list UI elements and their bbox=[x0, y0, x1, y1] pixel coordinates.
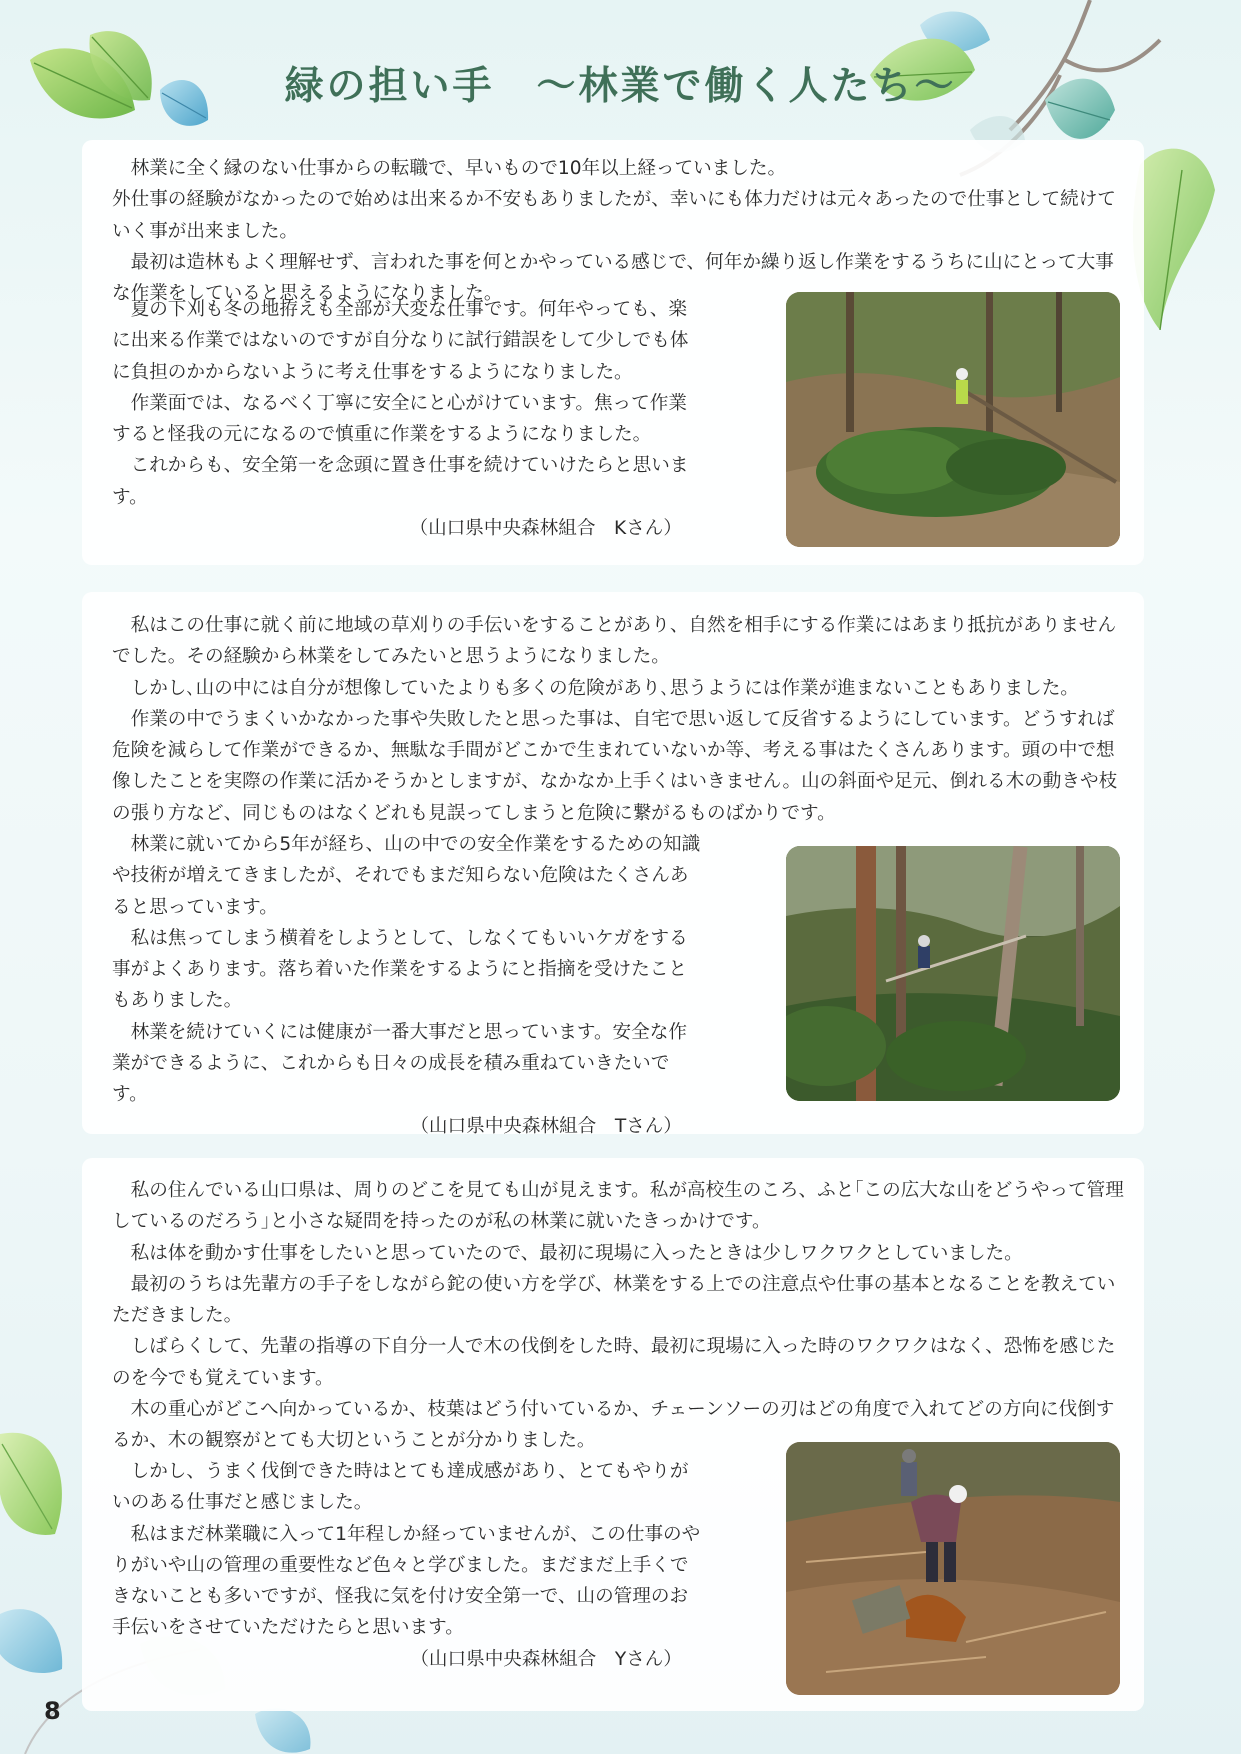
paragraph: しかし、うまく伐倒できた時はとても達成感があり、とてもやりがいのある仕事だと感じました。 bbox=[112, 1461, 689, 1514]
article-text-intro bbox=[112, 610, 1132, 829]
article-card-3 bbox=[82, 1158, 1144, 1711]
page-number: 8 bbox=[44, 1697, 61, 1725]
paragraph: 私はまだ林業職に入って1年程しか経っていませんが、この仕事のやりがいや山の管理の重要性など色々と学びました。まだまだ上手くできないことも多いですが、怪我に気を付け安全第一で、山の管理のお手伝いをさせていただけたらと思います。 bbox=[112, 1523, 701, 1639]
paragraph: 夏の下刈も冬の地拵えも全部が大変な仕事です。何年やっても、楽に出来る作業ではないのですが自分なりに試行錯誤をして少しでも体に負担のかからないように考え仕事をするようになりました。 bbox=[112, 299, 689, 383]
article-signature: （山口県中央森林組合 Yさん） bbox=[410, 1648, 682, 1670]
paragraph: 私の住んでいる山口県は、周りのどこを見ても山が見えます。私が高校生のころ、ふと｢この広大な山をどうやって管理しているのだろう｣と小さな疑問を持ったのが私の林業に就いたきっかけです。 bbox=[112, 1180, 1124, 1233]
paragraph: 林業に就いてから5年が経ち、山の中での安全作業をするための知識や技術が増えてきましたが、それでもまだ知らない危険はたくさんあると思っています。 bbox=[112, 834, 701, 918]
article-signature: （山口県中央森林組合 Kさん） bbox=[409, 518, 682, 540]
article-text-intro bbox=[112, 153, 1132, 309]
article-text-intro bbox=[112, 1175, 1132, 1457]
forest-photo-felling bbox=[786, 846, 1120, 1101]
paragraph: これからも、安全第一を念頭に置き仕事を続けていけたらと思います。 bbox=[112, 455, 689, 508]
page-title: 緑の担い手 ～林業で働く人たち～ bbox=[284, 63, 957, 109]
forest-photo-workers bbox=[786, 1442, 1120, 1695]
paragraph: 林業に全く縁のない仕事からの転職で、早いもので10年以上経っていました。 bbox=[130, 158, 787, 179]
paragraph: 外仕事の経験がなかったので始めは出来るか不安もありましたが、幸いにも体力だけは元々あったので仕事として続けていく事が出来ました。 bbox=[112, 189, 1116, 242]
article-text-side bbox=[112, 1456, 702, 1675]
paragraph: 作業の中でうまくいかなかった事や失敗したと思った事は、自宅で思い返して反省するようにしています。どうすれば危険を減らして作業ができるか、無駄な手間がどこかで生まれていないか等、考える事はたくさんあります。頭の中で想像したことを実際の作業に活かそうかとしますが、なかなか上手くはいきません。山の斜面や足元、倒れる木の動きや枝の張り方など、同じものはなくどれも見誤ってしまうと危険に繋がるものばかりです。 bbox=[112, 708, 1118, 824]
paragraph: 私は体を動かす仕事をしたいと思っていたので、最初に現場に入ったときは少しワクワクとしていました。 bbox=[130, 1242, 1023, 1264]
article-text-side bbox=[112, 294, 702, 544]
article-card-2 bbox=[82, 592, 1144, 1137]
paragraph: 最初のうちは先輩方の手子をしながら鉈の使い方を学び、林業をする上での注意点や仕事の基本となることを教えていただきました。 bbox=[112, 1273, 1116, 1327]
paragraph: 林業を続けていくには健康が一番大事だと思っています。安全な作業ができるように、これからも日々の成長を積み重ねていきたいです。 bbox=[112, 1021, 687, 1106]
article-text-side bbox=[112, 829, 702, 1142]
paragraph: 木の重心がどこへ向かっているか、枝葉はどう付いているか、チェーンソーの刃はどの角度で入れてどの方向に伐倒するか、木の観察がとても大切ということが分かりました。 bbox=[112, 1399, 1115, 1452]
paragraph: しかし､山の中には自分が想像していたよりも多くの危険があり､思うようには作業が進まないこともありました。 bbox=[130, 677, 1079, 699]
article-card-1 bbox=[82, 140, 1144, 565]
paragraph: 作業面では、なるべく丁寧に安全にと心がけています。焦って作業すると怪我の元になるので慎重に作業をするようになりました。 bbox=[112, 392, 687, 446]
paragraph: 私は焦ってしまう横着をしようとして、しなくてもいいケガをする事がよくあります。落ち着いた作業をするようにと指摘を受けたこともありました。 bbox=[112, 927, 688, 1012]
paragraph: しばらくして、先輩の指導の下自分一人で木の伐倒をした時、最初に現場に入った時のワクワクはなく、恐怖を感じたのを今でも覚えています。 bbox=[112, 1336, 1116, 1389]
forest-photo-clearing bbox=[786, 292, 1120, 547]
paragraph: 私はこの仕事に就く前に地域の草刈りの手伝いをすることがあり、自然を相手にする作業にはあまり抵抗がありませんでした。その経験から林業をしてみたいと思うようになりました。 bbox=[112, 615, 1117, 668]
paragraph: 最初は造林もよく理解せず、言われた事を何とかやっている感じで、何年か繰り返し作業をするうちに山にとって大事な作業をしていると思えるようになりました。 bbox=[112, 251, 1114, 305]
article-signature: （山口県中央森林組合 Tさん） bbox=[410, 1115, 682, 1137]
